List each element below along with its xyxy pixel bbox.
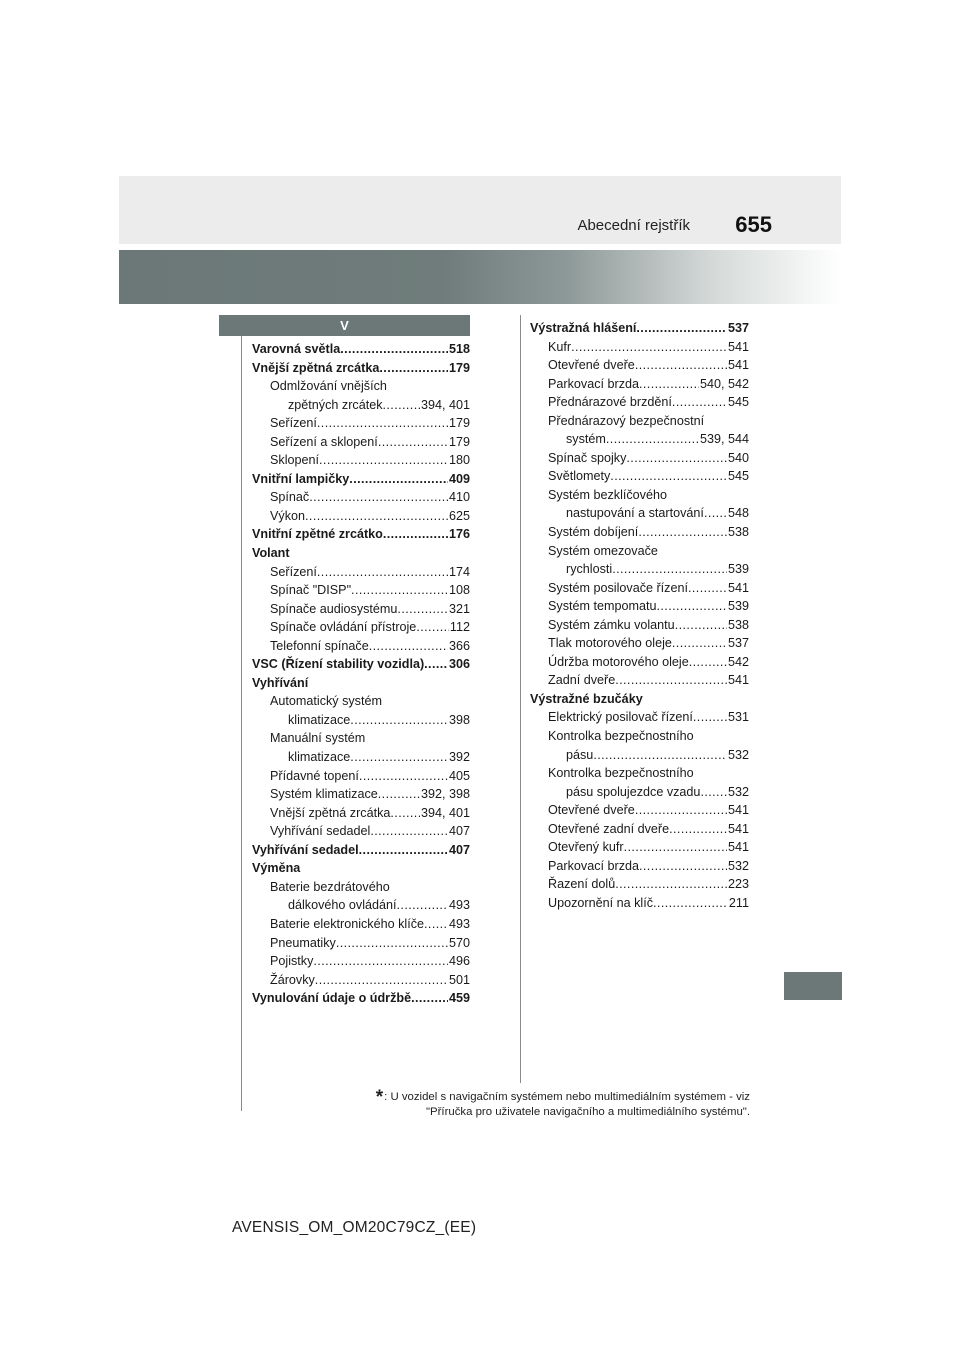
index-subentry xyxy=(252,952,470,971)
dot-leader xyxy=(309,488,448,507)
entry-label: Spínač spojky xyxy=(548,450,627,465)
dot-leader xyxy=(610,467,727,486)
dot-leader xyxy=(305,507,448,526)
entry-page-ref[interactable]: 541 xyxy=(727,821,749,836)
entry-page-ref[interactable]: 541 xyxy=(727,339,749,354)
index-subentry xyxy=(252,451,470,470)
entry-label: systém xyxy=(566,432,606,447)
entry-page-ref[interactable]: 407 xyxy=(448,842,470,857)
entry-label: Otevřené dveře xyxy=(548,803,635,818)
dot-leader xyxy=(615,671,727,690)
entry-page-ref[interactable]: 179 xyxy=(448,416,470,431)
entry-label: Vnitřní zpětné zrcátko xyxy=(252,527,383,542)
index-subentry xyxy=(252,433,470,452)
entry-label: Vynulování údaje o údržbě xyxy=(252,991,412,1006)
entry-page-ref[interactable]: 532 xyxy=(727,858,749,873)
dot-leader xyxy=(350,711,448,730)
entry-label: zpětných zrcátek xyxy=(288,397,383,412)
index-subentry xyxy=(252,878,470,897)
entry-label: Telefonní spínače xyxy=(270,638,369,653)
index-subentry xyxy=(252,377,470,396)
index-subentry xyxy=(252,563,470,582)
dot-leader xyxy=(424,655,448,674)
dot-leader xyxy=(593,746,727,765)
index-subentry xyxy=(252,488,470,507)
entry-label: Systém dobíjení xyxy=(548,525,639,540)
entry-page-ref[interactable]: 539 xyxy=(727,562,749,577)
dot-leader xyxy=(653,894,728,913)
entry-label: Kontrolka bezpečnostního xyxy=(548,729,694,744)
entry-page-ref[interactable]: 541 xyxy=(727,840,749,855)
index-subentry xyxy=(530,894,749,913)
entry-page-ref[interactable]: 174 xyxy=(448,564,470,579)
index-subentry xyxy=(530,356,749,375)
entry-label: Spínač "DISP" xyxy=(270,583,352,598)
index-subentry xyxy=(530,708,749,727)
entry-label: Kontrolka bezpečnostního xyxy=(548,766,694,781)
dot-leader xyxy=(370,822,448,841)
entry-page-ref[interactable]: 407 xyxy=(448,824,470,839)
entry-page-ref[interactable]: 518 xyxy=(448,342,470,356)
entry-page-ref[interactable]: 409 xyxy=(448,471,470,486)
dot-leader xyxy=(688,579,727,598)
dot-leader xyxy=(638,523,727,542)
entry-label: Otevřený kufr xyxy=(548,840,624,855)
dot-leader xyxy=(390,804,420,823)
index-subentry xyxy=(530,634,749,653)
index-subentry xyxy=(252,767,470,786)
document-code: AVENSIS_OM_OM20C79CZ_(EE) xyxy=(232,1219,477,1236)
entry-label: Manuální systém xyxy=(270,731,366,746)
entry-page-ref[interactable]: 493 xyxy=(448,898,470,913)
entry-label: Systém posilovače řízení xyxy=(548,580,688,595)
entry-page-ref[interactable]: 496 xyxy=(448,954,470,969)
entry-label: Odmlžování vnějších xyxy=(270,379,387,394)
dot-leader xyxy=(636,319,727,338)
footnote-line-2: "Příručka pro uživatele navigačního a multimediálního systému". xyxy=(425,1106,750,1118)
entry-label: Vnější zpětná zrcátka xyxy=(252,360,380,375)
entry-page-ref[interactable]: 112 xyxy=(449,620,470,635)
entry-page-ref[interactable]: 223 xyxy=(727,877,749,892)
index-entry xyxy=(252,674,470,693)
dot-leader xyxy=(635,356,727,375)
index-subentry xyxy=(252,618,470,637)
page-number: 655 xyxy=(735,212,772,237)
dot-leader xyxy=(397,600,448,619)
dot-leader xyxy=(336,934,448,953)
index-letter-heading: V xyxy=(219,315,470,336)
entry-page-ref[interactable]: 532 xyxy=(727,747,749,762)
entry-label: Světlomety xyxy=(548,469,611,484)
entry-label: Volant xyxy=(252,546,290,561)
entry-page-ref[interactable]: 545 xyxy=(727,395,749,410)
entry-label: Systém bezklíčového xyxy=(548,487,667,502)
dot-leader xyxy=(315,971,448,990)
header-gradient-band xyxy=(119,250,841,304)
middle-column-rule xyxy=(520,315,521,1083)
index-subentry xyxy=(530,671,749,690)
index-entry xyxy=(252,841,470,860)
index-subentry xyxy=(252,748,470,767)
entry-label: Přednárazový bezpečnostní xyxy=(548,413,705,428)
dot-leader xyxy=(639,857,727,876)
dot-leader xyxy=(672,634,727,653)
entry-label: Pojistky xyxy=(270,954,314,969)
dot-leader xyxy=(349,470,448,489)
dot-leader xyxy=(313,952,448,971)
index-subentry xyxy=(530,393,749,412)
dot-leader xyxy=(657,597,727,616)
dot-leader xyxy=(369,637,448,656)
dot-leader xyxy=(378,433,448,452)
entry-page-ref[interactable]: 392 xyxy=(448,750,470,765)
index-subentry xyxy=(530,523,749,542)
footnote xyxy=(330,1087,750,1119)
index-subentry xyxy=(530,486,749,505)
entry-page-ref[interactable]: 493 xyxy=(448,916,470,931)
dot-leader xyxy=(693,708,727,727)
entry-label: Výstražná hlášení xyxy=(530,321,637,335)
dot-leader xyxy=(383,396,420,415)
entry-page-ref[interactable]: 539, 544 xyxy=(699,432,749,447)
dot-leader xyxy=(689,653,727,672)
entry-label: Otevřené dveře xyxy=(548,358,635,373)
dot-leader xyxy=(340,340,448,359)
entry-label: Varovná světla xyxy=(252,342,341,356)
index-entry xyxy=(252,989,470,1008)
dot-leader xyxy=(672,393,727,412)
index-subentry xyxy=(530,338,749,357)
entry-page-ref[interactable]: 541 xyxy=(727,580,749,595)
index-subentry xyxy=(530,653,749,672)
dot-leader xyxy=(411,989,448,1008)
entry-page-ref[interactable]: 501 xyxy=(448,972,470,987)
entry-page-ref[interactable]: 541 xyxy=(727,358,749,373)
index-subentry xyxy=(530,875,749,894)
dot-leader xyxy=(351,581,448,600)
entry-page-ref[interactable]: 321 xyxy=(448,601,470,616)
dot-leader xyxy=(571,338,727,357)
entry-page-ref[interactable]: 570 xyxy=(448,935,470,950)
entry-label: pásu xyxy=(566,747,594,762)
entry-page-ref[interactable]: 532 xyxy=(727,784,749,799)
entry-page-ref[interactable]: 366 xyxy=(448,638,470,653)
dot-leader xyxy=(379,359,448,378)
index-subentry xyxy=(530,727,749,746)
entry-label: Parkovací brzda xyxy=(548,376,639,391)
entry-page-ref[interactable]: 548 xyxy=(727,506,749,521)
dot-leader xyxy=(612,560,727,579)
index-subentry xyxy=(252,971,470,990)
index-entry xyxy=(530,690,749,709)
entry-label: Elektrický posilovač řízení xyxy=(548,710,693,725)
index-entry xyxy=(252,359,470,378)
index-subentry xyxy=(252,692,470,711)
dot-leader xyxy=(416,618,449,637)
entry-label: Zadní dveře xyxy=(548,673,616,688)
index-subentry xyxy=(252,896,470,915)
index-subentry xyxy=(530,838,749,857)
entry-label: pásu spolujezdce vzadu xyxy=(566,784,701,799)
header-bar xyxy=(119,176,841,244)
entry-page-ref[interactable]: 394, 401 xyxy=(420,805,470,820)
index-subentry xyxy=(252,600,470,619)
entry-label: Systém omezovače xyxy=(548,543,658,558)
entry-label: Výměna xyxy=(252,861,301,876)
entry-label: Systém klimatizace xyxy=(270,787,378,802)
entry-label: Seřízení xyxy=(270,416,317,431)
entry-label: Vnitřní lampičky xyxy=(252,471,350,486)
entry-label: Vyhřívání sedadel xyxy=(270,824,371,839)
index-subentry xyxy=(530,560,749,579)
index-subentry xyxy=(530,579,749,598)
dot-leader xyxy=(626,449,727,468)
dot-leader xyxy=(606,430,699,449)
entry-page-ref[interactable]: 540 xyxy=(727,450,749,465)
entry-label: Spínače ovládání přístroje xyxy=(270,620,417,635)
entry-label: Systém tempomatu xyxy=(548,599,657,614)
entry-page-ref[interactable]: 545 xyxy=(727,469,749,484)
dot-leader xyxy=(317,563,448,582)
entry-page-ref[interactable]: 180 xyxy=(448,453,470,468)
dot-leader xyxy=(317,414,448,433)
entry-label: Vyhřívání sedadel xyxy=(252,842,359,857)
entry-label: Upozornění na klíč xyxy=(548,895,654,910)
entry-page-ref[interactable]: 531 xyxy=(727,710,749,725)
index-subentry xyxy=(530,449,749,468)
chapter-tab xyxy=(784,972,842,1000)
dot-leader xyxy=(700,783,727,802)
dot-leader xyxy=(359,841,448,860)
index-subentry xyxy=(530,783,749,802)
index-subentry xyxy=(530,801,749,820)
entry-label: Žárovky xyxy=(270,972,315,987)
entry-page-ref[interactable]: 306 xyxy=(448,657,470,672)
index-subentry xyxy=(252,785,470,804)
entry-label: Baterie bezdrátového xyxy=(270,879,390,894)
index-subentry xyxy=(252,396,470,415)
entry-label: Přednárazové brzdění xyxy=(548,395,672,410)
index-subentry xyxy=(530,616,749,635)
entry-page-ref[interactable]: 394, 401 xyxy=(420,397,470,412)
index-subentry xyxy=(252,915,470,934)
entry-page-ref[interactable]: 179 xyxy=(448,360,470,375)
entry-page-ref[interactable]: 211 xyxy=(728,895,749,910)
entry-label: rychlosti xyxy=(566,562,613,577)
entry-page-ref[interactable]: 542 xyxy=(727,654,749,669)
index-subentry xyxy=(530,542,749,561)
dot-leader xyxy=(639,375,699,394)
entry-label: Sklopení xyxy=(270,453,320,468)
entry-label: Otevřené zadní dveře xyxy=(548,821,670,836)
index-entry xyxy=(252,544,470,563)
index-subentry xyxy=(530,412,749,431)
entry-label: Spínače audiosystému xyxy=(270,601,398,616)
index-subentry xyxy=(252,934,470,953)
entry-label: Údržba motorového oleje xyxy=(548,654,689,669)
entry-label: Kufr xyxy=(548,339,572,354)
entry-label: Vyhřívání xyxy=(252,675,309,690)
entry-page-ref[interactable]: 179 xyxy=(448,434,470,449)
entry-page-ref[interactable]: 410 xyxy=(448,490,470,505)
index-entry xyxy=(252,859,470,878)
dot-leader xyxy=(319,451,448,470)
entry-label: Pneumatiky xyxy=(270,935,336,950)
entry-page-ref[interactable]: 176 xyxy=(448,527,470,542)
entry-label: Parkovací brzda xyxy=(548,858,639,873)
entry-label: nastupování a startování xyxy=(566,506,704,521)
index-subentry xyxy=(530,504,749,523)
entry-label: Přídavné topení xyxy=(270,768,359,783)
index-entry xyxy=(530,319,749,338)
entry-page-ref[interactable]: 541 xyxy=(727,803,749,818)
index-subentry xyxy=(530,467,749,486)
index-subentry xyxy=(252,507,470,526)
entry-label: Vnější zpětná zrcátka xyxy=(270,805,391,820)
entry-page-ref[interactable]: 538 xyxy=(727,617,749,632)
index-entry xyxy=(252,655,470,674)
entry-page-ref[interactable]: 537 xyxy=(727,321,749,335)
footnote-marker: * xyxy=(375,1087,384,1108)
entry-label: Výkon xyxy=(270,508,306,523)
index-entry xyxy=(252,470,470,489)
entry-label: Automatický systém xyxy=(270,694,382,709)
index-subentry xyxy=(252,637,470,656)
index-subentry xyxy=(252,822,470,841)
dot-leader xyxy=(383,525,448,544)
dot-leader xyxy=(615,875,727,894)
index-subentry xyxy=(252,711,470,730)
footnote-line-1: : U vozidel s navigačním systémem nebo multimediálním systémem - viz xyxy=(384,1091,750,1103)
entry-page-ref[interactable]: 538 xyxy=(727,525,749,540)
entry-page-ref[interactable]: 541 xyxy=(727,673,749,688)
index-subentry xyxy=(530,764,749,783)
index-subentry xyxy=(530,430,749,449)
index-subentry xyxy=(530,746,749,765)
entry-page-ref[interactable]: 398 xyxy=(448,712,470,727)
entry-page-ref[interactable]: 108 xyxy=(448,583,470,598)
dot-leader xyxy=(378,785,420,804)
dot-leader xyxy=(350,748,448,767)
entry-page-ref[interactable]: 540, 542 xyxy=(699,376,749,391)
dot-leader xyxy=(424,915,448,934)
index-subentry xyxy=(252,804,470,823)
entry-page-ref[interactable]: 392, 398 xyxy=(420,787,470,802)
index-subentry xyxy=(252,729,470,748)
entry-page-ref[interactable]: 539 xyxy=(727,599,749,614)
entry-page-ref[interactable]: 459 xyxy=(448,991,470,1006)
entry-page-ref[interactable]: 625 xyxy=(448,508,470,523)
index-subentry xyxy=(252,581,470,600)
dot-leader xyxy=(635,801,727,820)
entry-page-ref[interactable]: 405 xyxy=(448,768,470,783)
index-entry xyxy=(252,525,470,544)
dot-leader xyxy=(669,820,727,839)
dot-leader xyxy=(397,896,448,915)
section-title: Abecední rejstřík xyxy=(577,217,690,234)
entry-label: Výstražné bzučáky xyxy=(530,691,643,706)
entry-label: Řazení dolů xyxy=(548,877,616,892)
dot-leader xyxy=(624,838,727,857)
entry-label: Tlak motorového oleje xyxy=(548,636,672,651)
entry-label: klimatizace xyxy=(288,712,351,727)
index-column-right xyxy=(530,319,749,913)
entry-label: Seřízení xyxy=(270,564,317,579)
index-subentry xyxy=(530,597,749,616)
index-subentry xyxy=(530,857,749,876)
dot-leader xyxy=(675,616,727,635)
entry-label: Systém zámku volantu xyxy=(548,617,675,632)
index-subentry xyxy=(530,820,749,839)
entry-label: Baterie elektronického klíče xyxy=(270,916,425,931)
left-column-rule xyxy=(241,336,242,1111)
entry-label: Spínač xyxy=(270,490,310,505)
dot-leader xyxy=(704,504,727,523)
entry-label: Seřízení a sklopení xyxy=(270,434,378,449)
dot-leader xyxy=(359,767,448,786)
index-subentry xyxy=(252,414,470,433)
index-subentry xyxy=(530,375,749,394)
entry-label: VSC (Řízení stability vozidla) xyxy=(252,657,425,672)
index-column-left xyxy=(252,340,470,1008)
index-entry xyxy=(252,340,470,359)
entry-label: dálkového ovládání xyxy=(288,898,397,913)
entry-page-ref[interactable]: 537 xyxy=(727,636,749,651)
entry-label: klimatizace xyxy=(288,750,351,765)
